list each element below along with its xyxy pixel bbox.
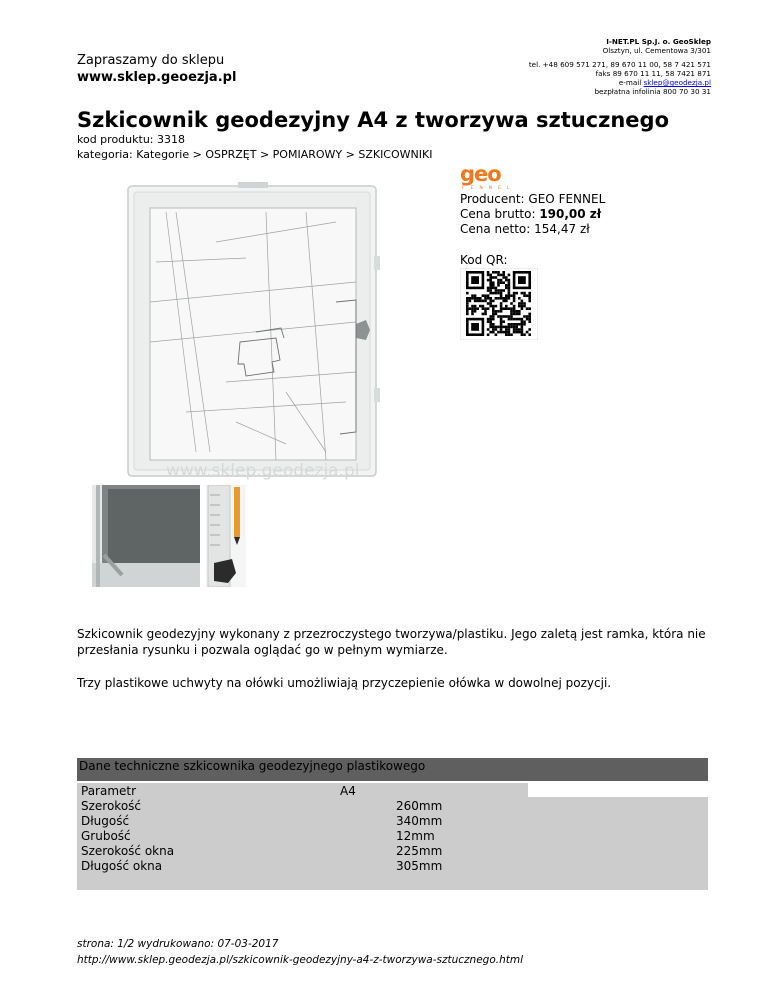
producer-value: GEO FENNEL [528,192,606,206]
company-infoline: bezpłatna infolinia 800 70 30 31 [594,87,711,96]
price-gross-label: Cena brutto: [460,207,540,221]
spec-row-param: Długość [81,814,130,828]
product-meta [77,132,432,162]
price-net-line [460,222,605,237]
logo-text: geo [460,164,501,186]
spec-row-param: Szerokość [81,799,142,813]
company-address: Olsztyn, ul. Cementowa 3/301 [602,46,711,55]
watermark-text: www.sklep.geodezja.pl [166,461,360,480]
price-gross-value: 190,00 zł [539,207,602,221]
company-info [529,37,711,96]
spec-table-body [77,783,708,890]
producer-line [460,192,605,207]
product-thumbnail-2[interactable] [206,485,246,587]
description-paragraph: Szkicownik geodezyjny wykonany z przezroczystego tworzywa/plastiku. Jego zaletą jest ramka, która nie przesłania rysunku i pozwala oglądać go w pełnym wymiarze. [77,627,706,657]
company-email-line [529,78,711,87]
spec-row-value: 260mm [396,799,443,813]
spec-header-param: Parametr [81,784,137,798]
email-link[interactable]: sklep@geodezja.pl [643,78,711,87]
logo-subtext: FENNEL [462,186,516,190]
geo-fennel-logo [460,164,518,190]
qr-code[interactable] [460,268,538,340]
price-net-label: Cena netto: [460,222,535,236]
spec-table-heading: Dane techniczne szkicownika geodezyjnego plastikowego [77,758,708,781]
company-name: I-NET.PL Sp.J. o. GeoSklep [606,37,711,46]
company-tel: tel. +48 609 571 271, 89 670 11 00, 58 7 421 571 [528,60,711,69]
spec-row-param: Szerokość okna [81,844,175,858]
price-gross-line [460,207,605,222]
company-fax: faks 89 670 11 11, 58 7421 871 [595,69,711,78]
spec-row-param: Grubość [81,829,131,843]
product-title: Szkicownik geodezyjny A4 z tworzywa sztucznego [77,108,670,132]
email-prefix: e-mail [618,78,644,87]
product-code: kod produktu: 3318 [77,133,185,146]
spec-row-value: 340mm [396,814,443,828]
shop-url[interactable]: www.sklep.geoezja.pl [77,70,237,85]
product-description [77,626,717,708]
product-info [460,192,605,237]
qr-label: Kod QR: [460,253,508,267]
product-main-image [126,182,380,480]
product-thumbnail-1[interactable] [92,485,200,587]
price-net-value: 154,47 zł [534,222,590,236]
spec-table-blank [528,783,708,797]
spec-header-value: A4 [340,784,356,798]
footer-url[interactable]: http://www.sklep.geodezja.pl/szkicownik-geodezyjny-a4-z-tworzywa-sztucznego.html [77,954,524,966]
invite-text: Zapraszamy do sklepu [77,53,225,68]
producer-label: Producent: [460,192,529,206]
spec-row-value: 12mm [396,829,435,843]
shop-invite [77,52,236,86]
spec-row-value: 305mm [396,859,443,873]
spec-row-param: Długość okna [81,859,163,873]
product-category: kategoria: Kategorie > OSPRZĘT > POMIAROWY > SZKICOWNIKI [77,148,433,161]
page-footer [77,936,523,968]
description-paragraph: Trzy plastikowe uchwyty na ołówki umożliwiają przyczepienie ołówka w dowolnej pozycji. [77,676,612,690]
footer-page-info: strona: 1/2 wydrukowano: 07-03-2017 [77,938,279,950]
spec-row-value: 225mm [396,844,443,858]
